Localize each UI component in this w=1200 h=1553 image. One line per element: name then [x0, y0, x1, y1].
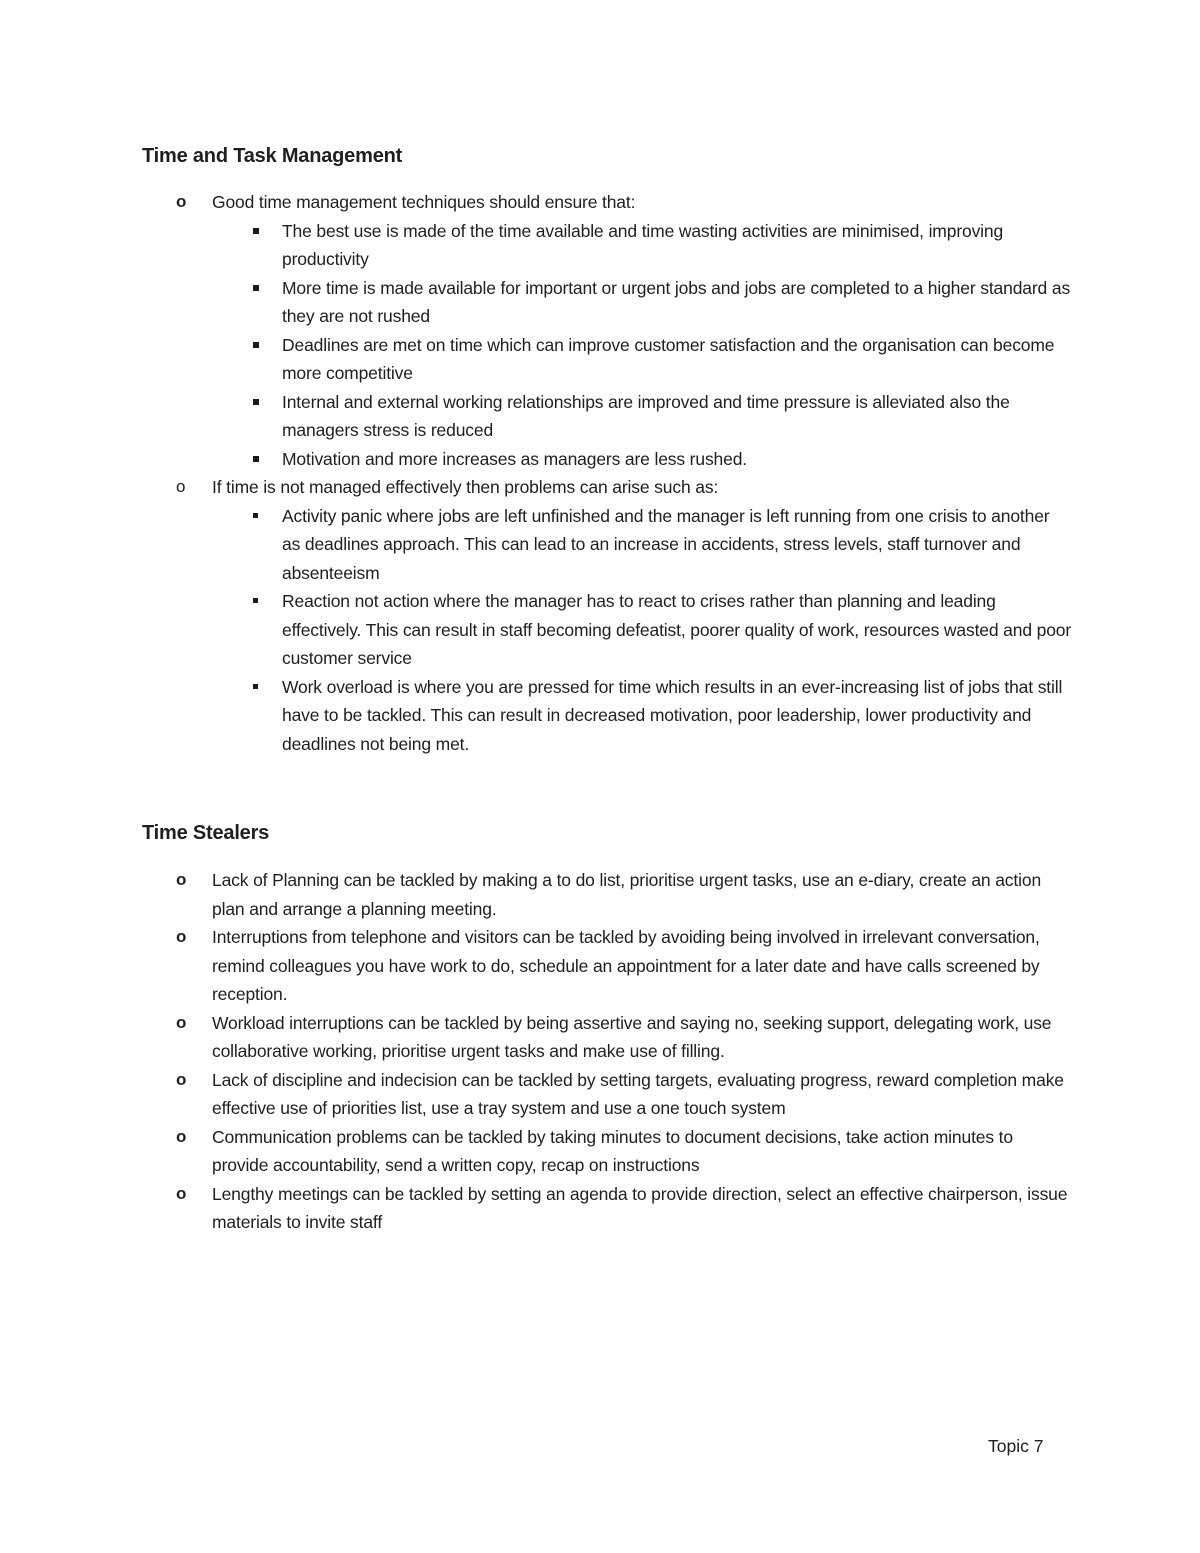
list-item-text: Communication problems can be tackled by taking minutes to document decisions, take action minutes to provide accountability, send a written copy, recap on instructions: [212, 1126, 1013, 1175]
circle-bullet-icon: o: [176, 1183, 187, 1203]
sub-list-item: [212, 274, 1072, 331]
circle-bullet-icon: o: [176, 192, 187, 211]
square-bullet-icon: [253, 285, 259, 291]
sub-list-item-text: More time is made available for important or urgent jobs and jobs are completed to a higher standard as they are not rushed: [282, 277, 1071, 326]
list-item: [142, 473, 1072, 758]
square-bullet-icon: [253, 456, 259, 462]
sub-list-item-text: Work overload is where you are pressed for time which results in an ever-increasing list of jobs that still have to be tackled. This can result in decreased motivation, poor leadership, lower productivity and deadlines not being met.: [282, 676, 1063, 754]
circle-bullet-icon: o: [176, 477, 186, 496]
sub-list-item: [212, 587, 1072, 673]
list-item: [142, 1009, 1072, 1066]
sub-list-item-text: Reaction not action where the manager has to react to crises rather than planning and leading effectively. This can result in staff becoming defeatist, poorer quality of work, resources wasted and poor customer service: [282, 591, 1072, 668]
square-bullet-icon: [253, 228, 259, 234]
time-stealers-list: [142, 866, 1072, 1237]
list-item-text: Good time management techniques should ensure that:: [212, 192, 636, 212]
square-bullet-icon: [253, 399, 259, 405]
sub-list-item: [212, 502, 1072, 588]
sub-list-item-text: Activity panic where jobs are left unfinished and the manager is left running from one crisis to another as deadlines approach. This can lead to an increase in accidents, stress levels, staff turnover and absenteeism: [282, 505, 1050, 583]
list-item-text: Lack of Planning can be tackled by making a to do list, prioritise urgent tasks, use an e-diary, create an action plan and arrange a planning meeting.: [212, 870, 1042, 919]
square-bullet-icon: [253, 684, 258, 689]
circle-bullet-icon: o: [176, 1012, 187, 1032]
sub-list-item: [212, 217, 1072, 274]
section-title-time-stealers: Time Stealers: [142, 822, 270, 844]
list-item: [142, 1123, 1072, 1180]
time-task-management-list: [142, 188, 1072, 758]
square-bullet-icon: [253, 513, 258, 518]
list-item-text: Workload interruptions can be tackled by being assertive and saying no, seeking support, delegating work, use collaborative working, prioritise urgent tasks and make use of filling.: [212, 1012, 1052, 1061]
sub-list-item-text: Deadlines are met on time which can improve customer satisfaction and the organisation can become more competitive: [282, 334, 1055, 383]
sub-list-item-text: Internal and external working relationships are improved and time pressure is alleviated also the managers stress is reduced: [282, 391, 1010, 440]
square-bullet-icon: [253, 598, 258, 603]
list-item: [142, 1180, 1072, 1237]
circle-bullet-icon: o: [176, 927, 187, 946]
list-item-text: Lack of discipline and indecision can be tackled by setting targets, evaluating progress, reward completion make effective use of priorities list, use a tray system and use a one touch system: [212, 1069, 1064, 1118]
list-item: [142, 923, 1072, 1009]
list-item: [142, 188, 1072, 473]
sub-list-item-text: Motivation and more increases as managers are less rushed.: [282, 448, 748, 469]
page-footer-topic: Topic 7: [988, 1436, 1044, 1456]
list-item: [142, 866, 1072, 923]
sub-list-item: [212, 673, 1072, 759]
list-item-text: Lengthy meetings can be tackled by setting an agenda to provide direction, select an effective chairperson, issue materials to invite staff: [212, 1183, 1068, 1232]
circle-bullet-icon: o: [176, 870, 187, 889]
sub-list-item: [212, 445, 1072, 474]
circle-bullet-icon: o: [176, 1069, 187, 1089]
section-title-time-task-management: Time and Task Management: [142, 145, 403, 167]
list-item-text: If time is not managed effectively then problems can arise such as:: [212, 477, 719, 497]
sub-list-item: [212, 331, 1072, 388]
square-bullet-icon: [253, 342, 259, 348]
sub-list-item-text: The best use is made of the time available and time wasting activities are minimised, improving productivity: [282, 220, 1004, 269]
list-item-text: Interruptions from telephone and visitors can be tackled by avoiding being involved in irrelevant conversation, remind colleagues you have work to do, schedule an appointment for a later date and have calls screened by reception.: [212, 927, 1040, 1004]
sub-list-item: [212, 388, 1072, 445]
circle-bullet-icon: o: [176, 1126, 187, 1146]
list-item: [142, 1066, 1072, 1123]
